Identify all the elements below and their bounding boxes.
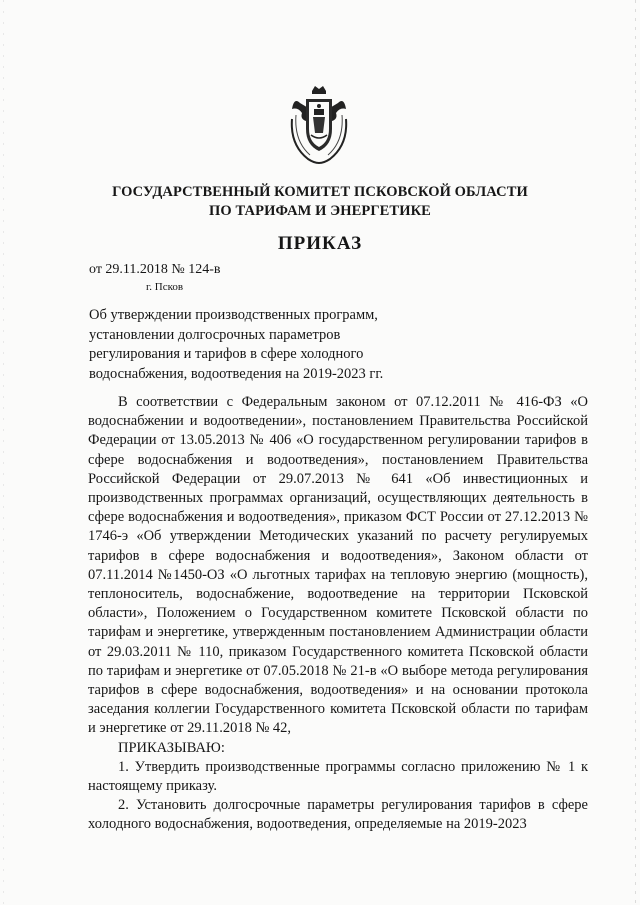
scan-noise-right: [635, 0, 636, 905]
subject-line-4: водоснабжения, водоотведения на 2019-2023 гг.: [89, 365, 384, 382]
order-item-2: 2. Установить долгосрочные параметры регулирования тарифов в сфере холодного водоснабжения, водоотведения, определяемые на 2019-2023: [88, 797, 588, 833]
subject-block: [89, 306, 419, 384]
organization-name-line-2: ПО ТАРИФАМ И ЭНЕРГЕТИКЕ: [209, 203, 431, 219]
order-item-1: 1. Утвердить производственные программы согласно приложению № 1 к настоящему приказу.: [88, 758, 588, 795]
subject-line-1: Об утверждении производственных программ,: [89, 307, 378, 323]
coat-of-arms-icon: [288, 85, 350, 165]
order-word: ПРИКАЗЫВАЮ:: [118, 739, 225, 756]
document-body: [88, 393, 588, 835]
preamble-paragraph: В соответствии с Федеральным законом от 07.12.2011 № 416-ФЗ «О водоснабжении и водоотведении», постановлением Правительства Российской Федерации от 13.05.2013 № 406 «О государственном регулировании тарифов в сфере водоснабжения и водоотведения», постановлением Правительства Российской Федерации от 29.07.2013 № 641 «Об инвестиционных и производственных программах организаций, осуществляющих деятельность в сфере водоснабжения и водоотведения», приказом ФСТ России от 27.12.2013 № 1746-э «Об утверждении Методических указаний по расчету регулируемых тарифов в сфере водоснабжения и водоотведения», Законом области от 07.11.2014 №1450-ОЗ «О льготных тарифах на тепловую энергию (мощность), теплоноситель, водоснабжение, водоотведение на территории Псковской области», Положением о Государственном комитете Псковской области по тарифам и энергетике, утвержденным постановлением Администрации области от 29.03.2011 № 110, приказом Государственного комитета Псковской области по тарифам и энергетике от 07.05.2018 № 21-в «О выборе метода регулирования тарифов в сфере водоснабжения, водоотведения» и на основании протокола заседания коллегии Государственного комитета Псковской области по тарифам и энергетике от 29.11.2018 № 42,: [88, 394, 588, 737]
subject-line-3: регулирования и тарифов в сфере холодного: [89, 346, 364, 362]
organization-name: [60, 183, 580, 221]
scan-noise-left: [3, 0, 4, 905]
city: г. Псков: [146, 281, 184, 293]
document-type-title: ПРИКАЗ: [277, 233, 363, 254]
subject-line-2: установлении долгосрочных параметров: [89, 326, 341, 343]
organization-name-line-1: ГОСУДАРСТВЕННЫЙ КОМИТЕТ ПСКОВСКОЙ ОБЛАСТИ: [112, 184, 528, 200]
date-and-number: от 29.11.2018 № 124-в: [89, 262, 221, 277]
